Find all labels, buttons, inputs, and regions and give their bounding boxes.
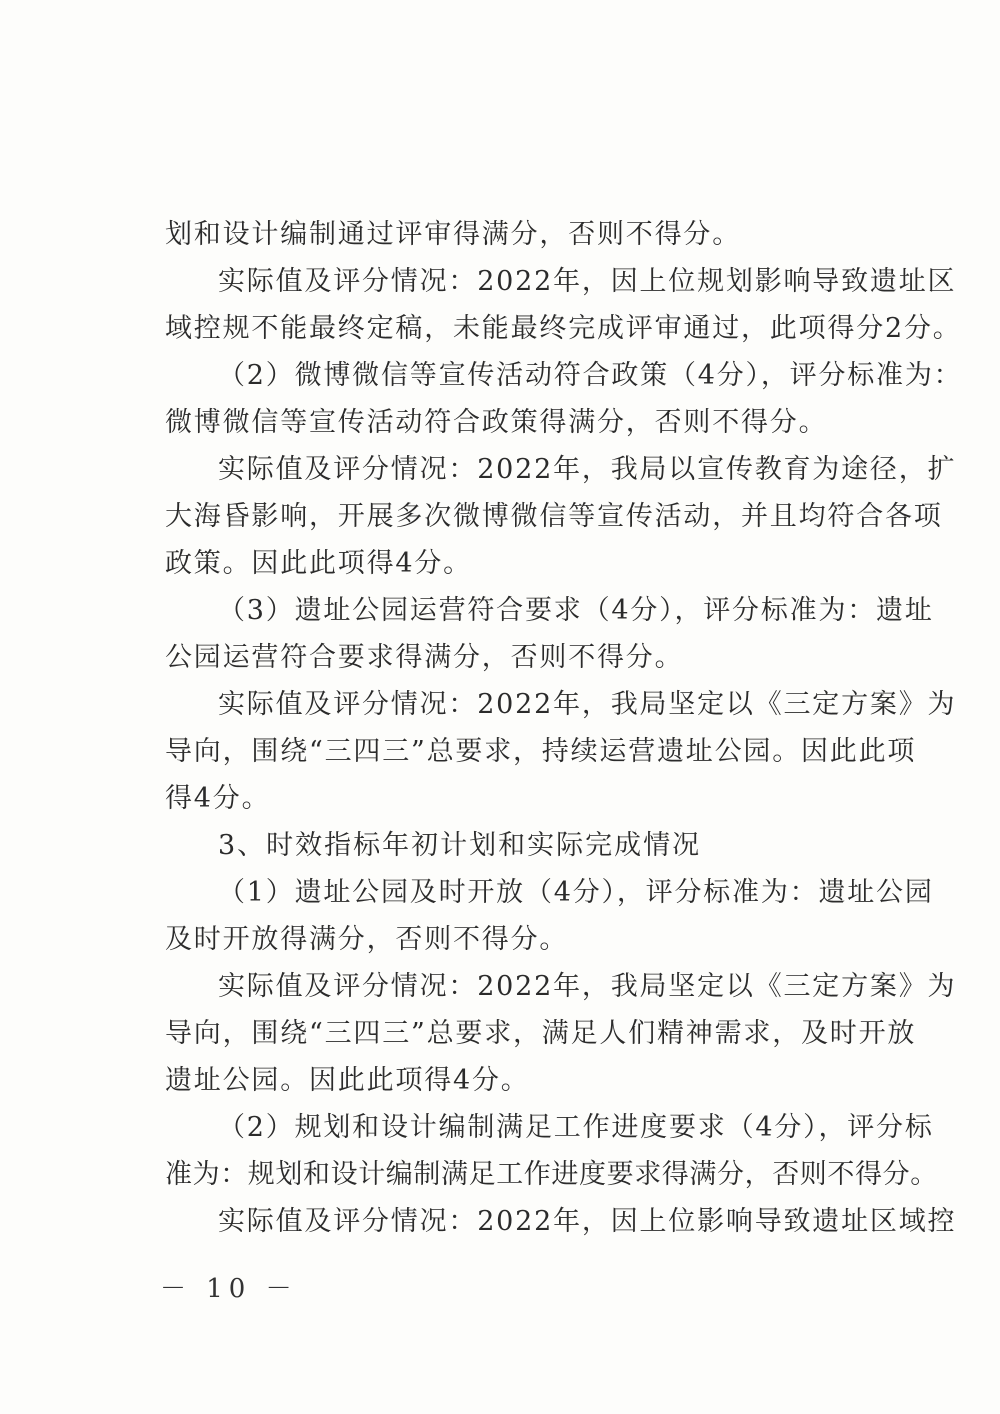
page-number: － 10 －: [160, 1274, 298, 1304]
text-line: （2）微博微信等宣传活动符合政策（4分），评分标准为：: [218, 360, 963, 391]
text-line: 实际值及评分情况：2022年，因上位影响导致遗址区域控: [218, 1206, 957, 1237]
text-line: 域控规不能最终定稿，未能最终完成评审通过，此项得分2分。: [165, 313, 962, 344]
text-line: 导向，围绕“三四三”总要求，满足人们精神需求，及时开放: [165, 1018, 917, 1049]
text-line: 大海昏影响，开展多次微博微信等宣传活动，并且均符合各项: [165, 501, 943, 532]
text-line: 得4分。: [165, 783, 271, 814]
text-line: （2）规划和设计编制满足工作进度要求（4分），评分标: [218, 1112, 934, 1143]
text-line: 实际值及评分情况：2022年，我局坚定以《三定方案》为: [218, 689, 957, 720]
text-line: （1）遗址公园及时开放（4分），评分标准为：遗址公园: [218, 877, 934, 908]
text-line: 及时开放得满分，否则不得分。: [165, 924, 569, 955]
text-line: 实际值及评分情况：2022年，因上位规划影响导致遗址区: [218, 266, 957, 297]
text-line: 实际值及评分情况：2022年，我局以宣传教育为途径，扩: [218, 454, 957, 485]
text-line: 政策。因此此项得4分。: [165, 548, 472, 579]
text-line: 微博微信等宣传活动符合政策得满分，否则不得分。: [165, 407, 828, 438]
text-line: 公园运营符合要求得满分，否则不得分。: [165, 642, 684, 673]
section-heading: 3、时效指标年初计划和实际完成情况: [218, 830, 702, 861]
text-line: 划和设计编制通过评审得满分，否则不得分。: [165, 219, 741, 250]
text-line: 遗址公园。因此此项得4分。: [165, 1065, 530, 1096]
text-line: （3）遗址公园运营符合要求（4分），评分标准为：遗址: [218, 595, 934, 626]
text-line: 导向，围绕“三四三”总要求，持续运营遗址公园。因此此项: [165, 736, 917, 767]
text-line: 准为：规划和设计编制满足工作进度要求得满分，否则不得分。: [165, 1159, 938, 1190]
text-line: 实际值及评分情况：2022年，我局坚定以《三定方案》为: [218, 971, 957, 1002]
